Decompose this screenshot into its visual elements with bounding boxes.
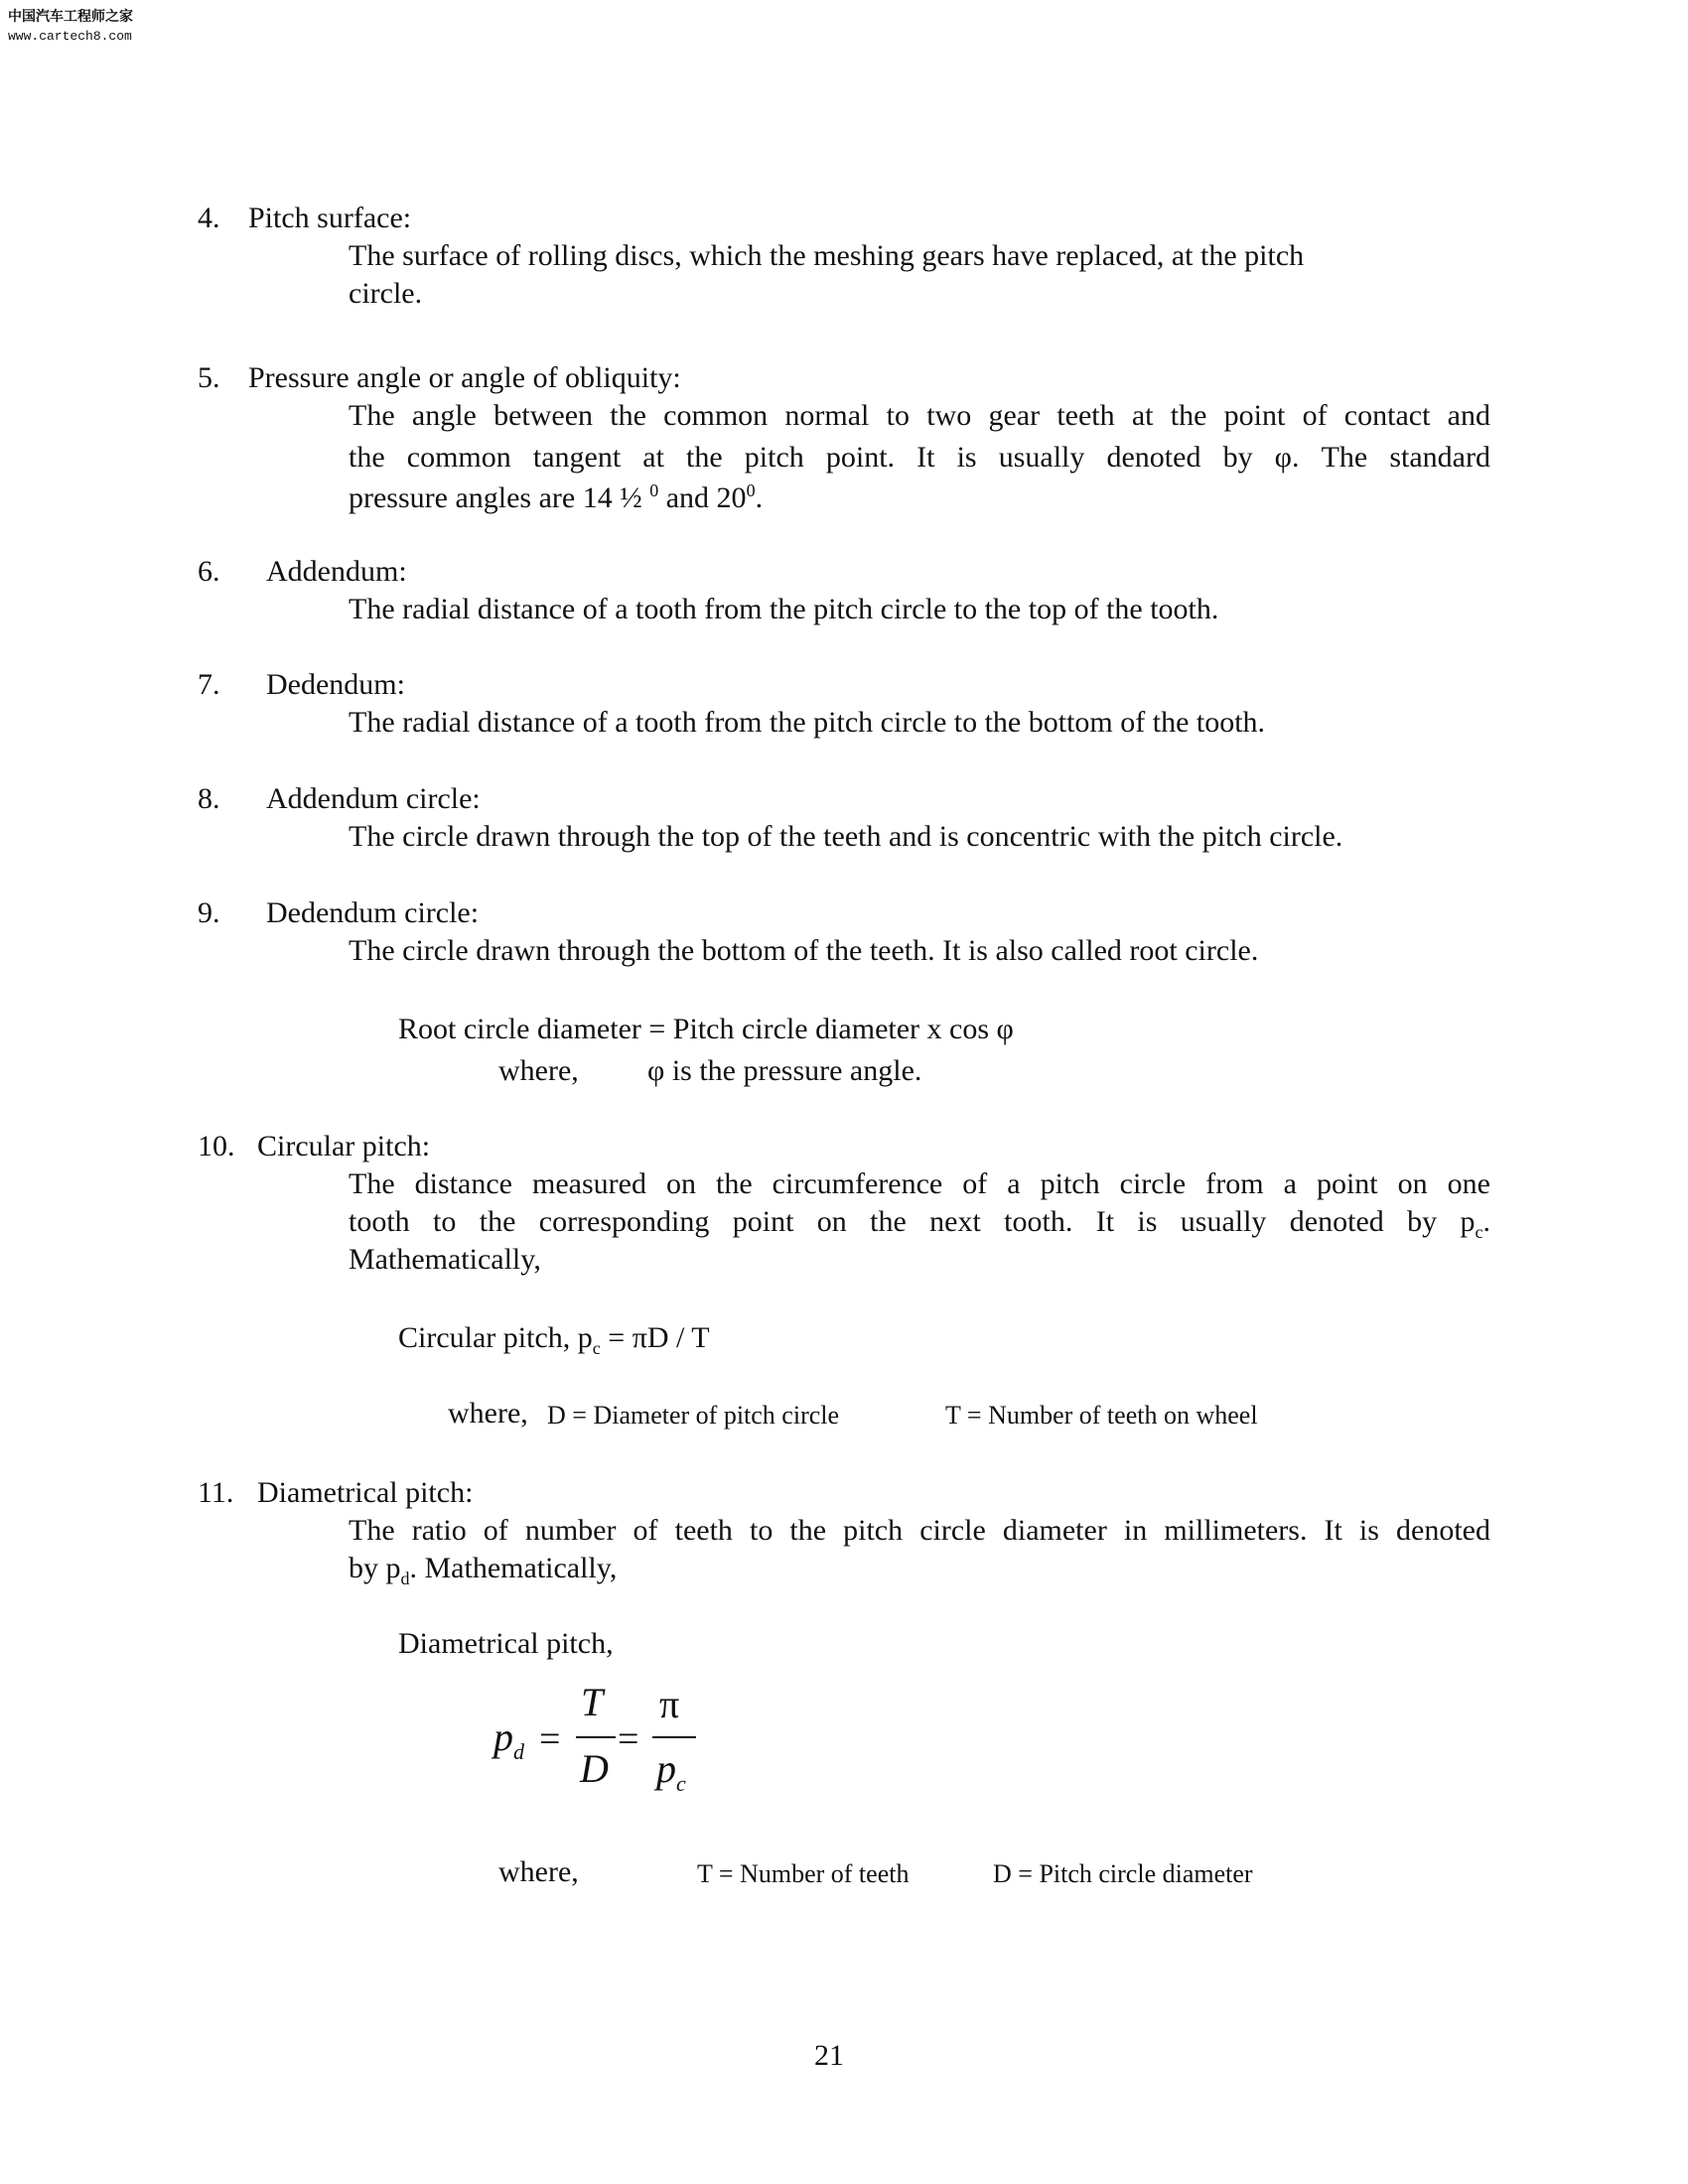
- section-9-number: 9.: [198, 896, 220, 929]
- eq-fraction-bar-1: [576, 1736, 616, 1738]
- section-11-body-line1: The ratio of number of teeth to the pitch circle diameter in millimeters. It is denoted: [349, 1514, 1490, 1547]
- section-4-number: 4.: [198, 202, 220, 234]
- eq-numerator-t: T: [581, 1680, 604, 1724]
- section-11-number: 11.: [198, 1476, 234, 1509]
- section-10-body-line1: The distance measured on the circumference of a pitch circle from a point on one: [349, 1167, 1490, 1200]
- section-10-body-line3: Mathematically,: [349, 1243, 541, 1276]
- eq-equals-2: =: [618, 1718, 639, 1760]
- section-4-body-line2: circle.: [349, 277, 423, 310]
- circular-pitch-where-d: D = Diameter of pitch circle: [547, 1401, 840, 1430]
- eq-numerator-pi: π: [659, 1682, 680, 1726]
- section-6-body-line1: The radial distance of a tooth from the pitch circle to the top of the tooth.: [349, 593, 1219, 625]
- section-4-title: Pitch surface:: [248, 202, 412, 234]
- section-5-body-line3: pressure angles are 14 ½ $^0$ and $20^0$.: [349, 480, 764, 514]
- section-10-title: Circular pitch:: [257, 1130, 431, 1162]
- eq-denominator-pc: $p_c$: [656, 1746, 686, 1796]
- section-7-body-line1: The radial distance of a tooth from the pitch circle to the bottom of the tooth.: [349, 706, 1266, 739]
- watermark-url: www.cartech8.com: [8, 29, 132, 44]
- section-8-title: Addendum circle:: [266, 782, 481, 815]
- section-11-body-line2: by $p_d$. Mathematically,: [349, 1552, 618, 1588]
- section-6-number: 6.: [198, 555, 220, 588]
- section-8-body-line1: The circle drawn through the top of the teeth and is concentric with the pitch circle.: [349, 820, 1343, 853]
- eq-fraction-bar-2: [652, 1736, 696, 1738]
- diametrical-pitch-label: Diametrical pitch,: [398, 1627, 614, 1660]
- eq-denominator-d: D: [580, 1746, 609, 1791]
- section-9-title: Dedendum circle:: [266, 896, 480, 929]
- page-number: 21: [814, 2039, 844, 2072]
- root-circle-formula: Root circle diameter = Pitch circle diameter x cos φ: [398, 1013, 1014, 1045]
- diametrical-pitch-where-label: where,: [498, 1855, 579, 1888]
- circular-pitch-where-label: where,: [448, 1397, 528, 1430]
- section-9-body-line1: The circle drawn through the bottom of the teeth. It is also called root circle.: [349, 934, 1259, 967]
- section-10-body-line2: tooth to the corresponding point on the next tooth. It is usually denoted by $p_c$.: [349, 1205, 1490, 1242]
- section-5-body-line2: the common tangent at the pitch point. It is usually denoted by φ. The standard: [349, 441, 1490, 474]
- eq-pd: $p_d$: [493, 1714, 524, 1764]
- section-8-number: 8.: [198, 782, 220, 815]
- section-4-body-line1: The surface of rolling discs, which the meshing gears have replaced, at the pitch: [349, 239, 1305, 272]
- section-7-title: Dedendum:: [266, 668, 405, 701]
- diametrical-pitch-where-d: D = Pitch circle diameter: [993, 1859, 1253, 1888]
- section-6-title: Addendum:: [266, 555, 407, 588]
- section-11-title: Diametrical pitch:: [257, 1476, 474, 1509]
- root-circle-where-label: where,: [498, 1054, 579, 1087]
- section-5-body-line1: The angle between the common normal to two gear teeth at the point of contact and: [349, 399, 1490, 432]
- circular-pitch-where-t: T = Number of teeth on wheel: [945, 1401, 1258, 1430]
- diametrical-pitch-where-t: T = Number of teeth: [697, 1859, 910, 1888]
- section-7-number: 7.: [198, 668, 220, 701]
- section-5-number: 5.: [198, 361, 220, 394]
- section-10-number: 10.: [198, 1130, 235, 1162]
- watermark-site-name: 中国汽车工程师之家: [8, 9, 133, 25]
- section-5-title: Pressure angle or angle of obliquity:: [248, 361, 681, 394]
- root-circle-where-text: φ is the pressure angle.: [647, 1054, 922, 1087]
- eq-equals-1: =: [539, 1718, 561, 1760]
- circular-pitch-formula: Circular pitch, $p_c = \pi D / T$: [398, 1321, 710, 1358]
